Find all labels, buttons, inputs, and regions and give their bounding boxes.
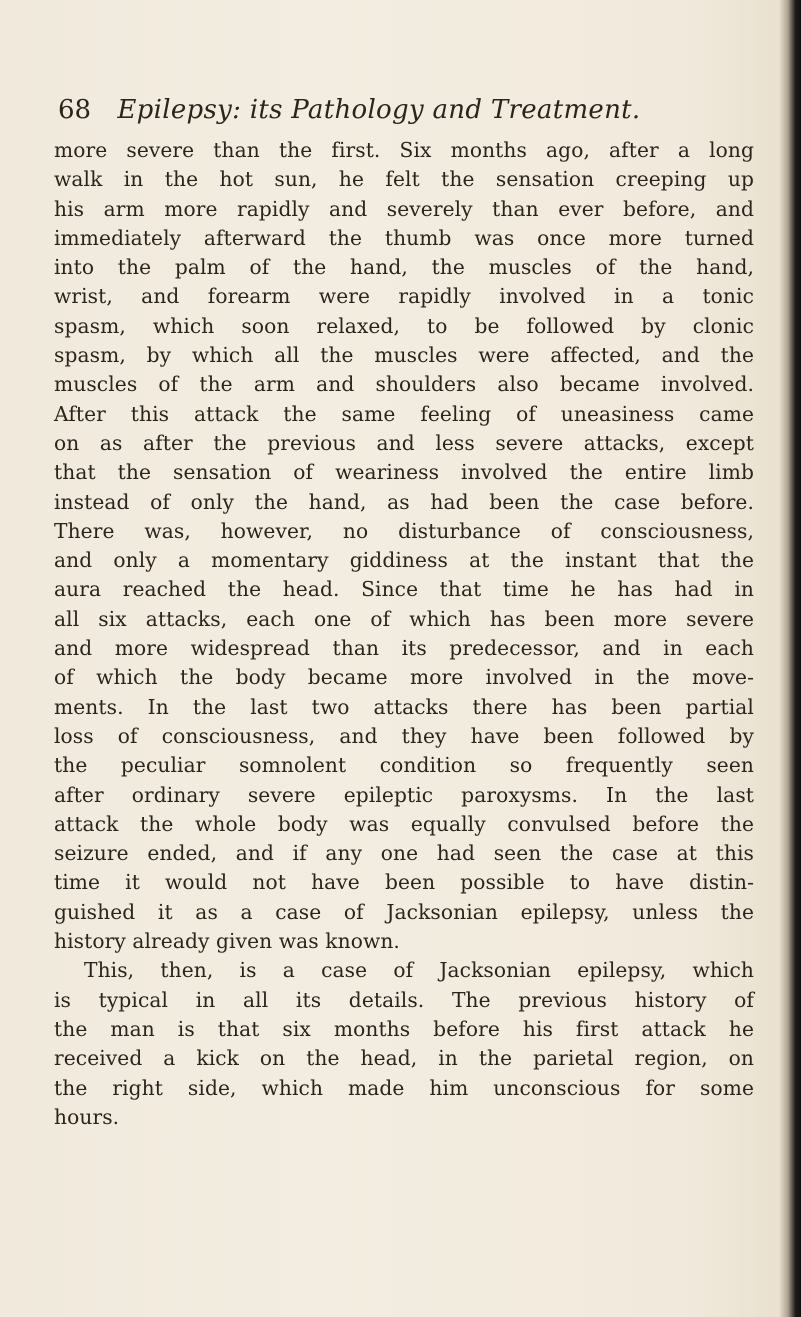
text-line: spasm, by which all the muscles were affected, and the xyxy=(54,343,754,368)
text-line: all six attacks, each one of which has been more severe xyxy=(54,606,754,631)
text-line: time it would not have been possible to have distin- xyxy=(54,870,754,895)
body-text xyxy=(54,136,754,1132)
text-line: after ordinary severe epileptic paroxysms. In the last xyxy=(54,782,754,807)
text-line: walk in the hot sun, he felt the sensation creeping up xyxy=(54,167,754,192)
text-line: the man is that six months before his first attack he xyxy=(54,1016,754,1041)
text-line: immediately afterward the thumb was once more turned xyxy=(54,225,754,250)
text-line: seizure ended, and if any one had seen the case at this xyxy=(54,841,754,866)
text-line: instead of only the hand, as had been the case before. xyxy=(54,489,754,514)
text-line: on as after the previous and less severe attacks, except xyxy=(54,430,754,455)
text-line: of which the body became more involved in the move- xyxy=(54,665,754,690)
text-line: into the palm of the hand, the muscles of the hand, xyxy=(54,255,754,280)
text-line: After this attack the same feeling of uneasiness came xyxy=(54,401,754,426)
running-header xyxy=(58,90,758,130)
text-line: loss of consciousness, and they have been followed by xyxy=(54,723,754,748)
text-line: wrist, and forearm were rapidly involved in a tonic xyxy=(54,284,754,309)
text-line: hours. xyxy=(54,1104,120,1129)
text-line: attack the whole body was equally convulsed before the xyxy=(54,811,754,836)
page-number: 68 xyxy=(58,95,92,125)
text-line: aura reached the head. Since that time he has had in xyxy=(54,577,754,602)
text-line: the right side, which made him unconscious for some xyxy=(54,1075,754,1100)
text-line: history already given was known. xyxy=(54,929,400,954)
text-line: that the sensation of weariness involved the entire limb xyxy=(54,460,754,485)
text-line: guished it as a case of Jacksonian epilepsy, unless the xyxy=(54,899,754,924)
text-line: is typical in all its details. The previous history of xyxy=(54,987,754,1012)
text-line: muscles of the arm and shoulders also became involved. xyxy=(54,372,754,397)
text-line: spasm, which soon relaxed, to be followed by clonic xyxy=(54,313,754,338)
text-line: ments. In the last two attacks there has been partial xyxy=(54,694,754,719)
text-line: his arm more rapidly and severely than ever before, and xyxy=(54,196,754,221)
text-line: the peculiar somnolent condition so frequently seen xyxy=(54,753,754,778)
text-line: There was, however, no disturbance of consciousness, xyxy=(54,518,754,543)
binding-edge-shadow xyxy=(779,0,801,1317)
text-line: more severe than the first. Six months ago, after a long xyxy=(54,138,754,162)
text-line: This, then, is a case of Jacksonian epilepsy, which xyxy=(84,958,754,983)
text-line: received a kick on the head, in the parietal region, on xyxy=(54,1046,754,1071)
text-line: and more widespread than its predecessor, and in each xyxy=(54,636,754,661)
running-title: Epilepsy: its Pathology and Treatment. xyxy=(117,95,641,125)
text-line: and only a momentary giddiness at the instant that the xyxy=(54,548,754,573)
